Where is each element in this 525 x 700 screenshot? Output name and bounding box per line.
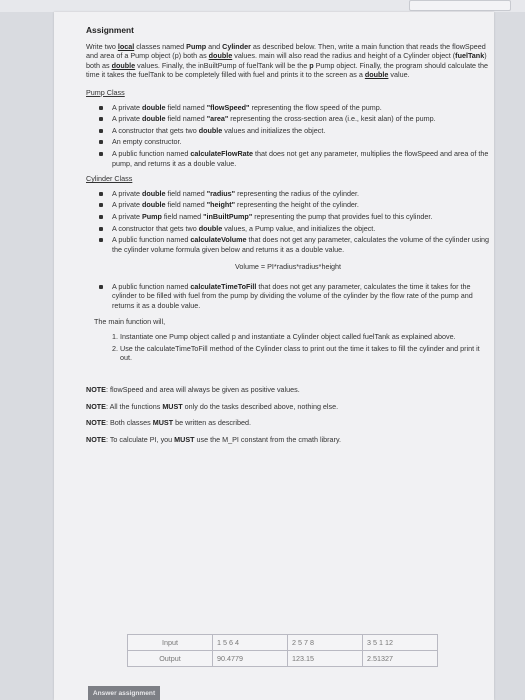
pump-list: [86, 103, 490, 169]
main-function-title: The main function will,: [94, 316, 166, 326]
cylinder-list-continued: [86, 282, 490, 311]
list-item: A private Pump field named "inBuiltPump" representing the pump that provides fuel to this cylinder.: [112, 212, 490, 222]
table-row: [128, 651, 438, 667]
list-item: A private double field named "height" representing the height of the cylinder.: [112, 200, 490, 210]
table-cell: 123.15: [288, 651, 363, 667]
list-item: A public function named calculateVolume that does not get any parameter, calculates the volume of the cylinder using the cylinder volume formula given below and returns it as a double value.: [112, 235, 490, 254]
list-item: A constructor that gets two double values, a Pump value, and initializes the object.: [112, 224, 490, 234]
intro-paragraph: Write two local classes named Pump and Cylinder as described below. Then, write a main function that reads the flowSpeed and area of a Pump object (p) both as double values. main will also read the radius and height of a Cylinder object (fuelTank) both as double values. Finally, the inBuiltPump of fuelTank will be the p Pump object. Finally, the program should calculate the time it takes the fuelTank to be completely filled with fuel and prints it to the screen as a double value.: [86, 41, 489, 80]
list-item: A constructor that gets two double values and initializes the object.: [112, 126, 490, 136]
list-item: 1. Instantiate one Pump object called p and instantiate a Cylinder object called fuelTank as explained above.: [120, 332, 490, 342]
list-item: 2. Use the calculateTimeToFill method of the Cylinder class to print out the time it takes to fill the cylinder and print it out.: [120, 344, 490, 363]
list-item: A private double field named "area" representing the cross-section area (i.e., kesit alan) of the pump.: [112, 114, 490, 124]
table-cell: 1 5 6 4: [213, 635, 288, 651]
table-row: [128, 635, 438, 651]
cylinder-list: [86, 189, 490, 255]
top-bar-control[interactable]: [409, 0, 511, 11]
input-label: Input: [128, 635, 213, 651]
table-cell: 3 5 1 12: [363, 635, 438, 651]
volume-formula: Volume = PI*radius*radius*height: [234, 262, 342, 272]
cylinder-section-title: Cylinder Class: [86, 174, 133, 184]
assignment-content: [86, 26, 490, 451]
table-cell: 2.51327: [363, 651, 438, 667]
list-item: A public function named calculateFlowRate that does not get any parameter, multiplies the flowSpeed and area of the pump, and returns it as a double value.: [112, 148, 489, 168]
list-item: A private double field named "radius" representing the radius of the cylinder.: [112, 189, 490, 199]
answer-assignment-button[interactable]: Answer assignment: [88, 686, 160, 700]
table-cell: 2 5 7 8: [288, 635, 363, 651]
note-line: NOTE: Both classes MUST be written as described.: [86, 418, 251, 428]
list-item: A private double field named "flowSpeed" representing the flow speed of the pump.: [112, 103, 490, 113]
note-line: NOTE: All the functions MUST only do the tasks described above, nothing else.: [86, 401, 339, 411]
io-example-table: [127, 634, 438, 667]
assignment-card: [54, 12, 494, 700]
assignment-title: Assignment: [86, 25, 134, 35]
main-steps-list: [86, 332, 490, 363]
table-cell: 90.4779: [213, 651, 288, 667]
pump-section-title: Pump Class: [86, 87, 125, 97]
note-line: NOTE: To calculate PI, you MUST use the M_PI constant from the cmath library.: [86, 434, 342, 444]
list-item: An empty constructor.: [112, 137, 490, 147]
note-line: NOTE: flowSpeed and area will always be given as positive values.: [86, 385, 300, 395]
output-label: Output: [128, 651, 213, 667]
top-bar: [0, 0, 525, 12]
list-item: A public function named calculateTimeToFill that does not get any parameter, calculates the time it takes for the cylinder to be filled with fuel from the pump by dividing the volume of the cylinder by the flow rate of the pump and returns it as a double value.: [112, 282, 490, 311]
notes-block: [86, 385, 490, 444]
